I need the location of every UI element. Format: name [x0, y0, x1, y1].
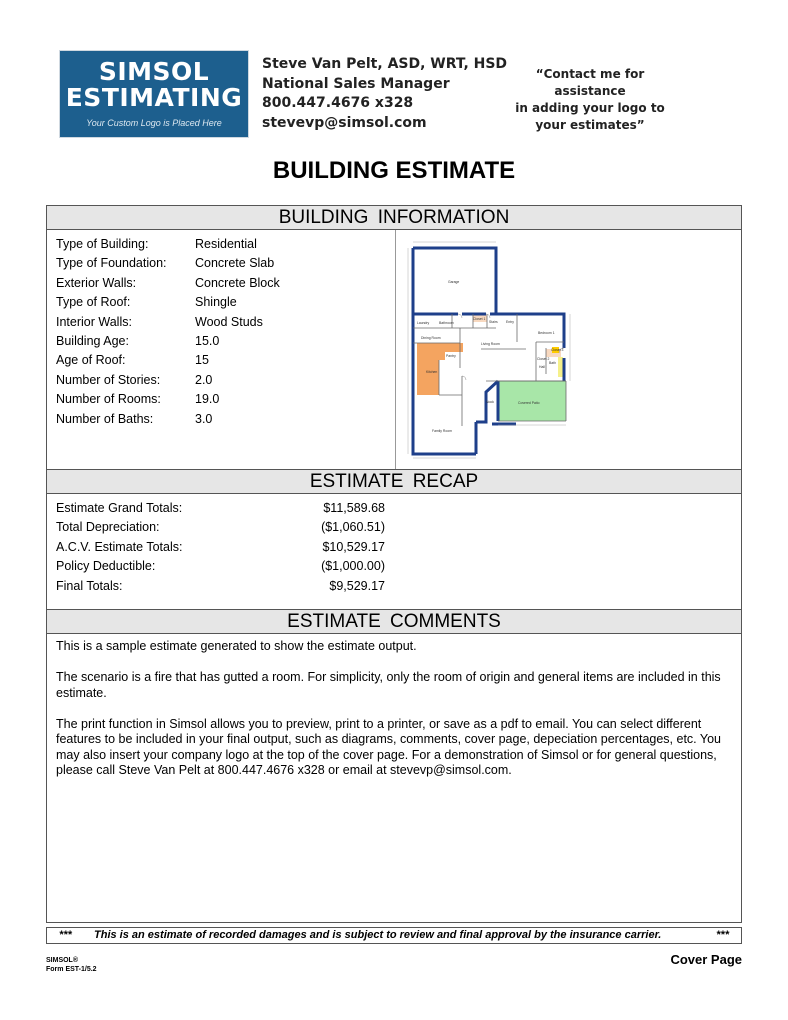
room-label-closet2: Closet 2: [537, 357, 550, 361]
recap-amount: ($1,060.51): [321, 520, 385, 535]
recap-label: A.C.V. Estimate Totals:: [56, 539, 183, 554]
info-row: [56, 293, 280, 312]
disclaimer-stars: ***: [716, 929, 729, 941]
recap-row: [56, 518, 385, 537]
comment-paragraph: This is a sample estimate generated to show the estimate output.: [56, 639, 417, 653]
info-label: Type of Roof:: [56, 295, 131, 310]
contact-quote: [500, 66, 680, 134]
info-label: Number of Stories:: [56, 372, 161, 387]
info-value: 15: [195, 353, 209, 368]
room-label-bathroom: Bathroom: [439, 321, 454, 325]
info-value: 15.0: [195, 333, 220, 348]
room-label-stairs: Stairs: [489, 320, 498, 324]
footer-form-info: [46, 956, 97, 974]
quote-line: your estimates”: [535, 118, 645, 132]
recap-label: Final Totals:: [56, 578, 123, 593]
kitchen-counter-top-fill: [439, 343, 463, 352]
info-value: Concrete Slab: [195, 256, 275, 271]
footer-brand: SIMSOL®: [46, 957, 78, 964]
info-row: [56, 235, 280, 254]
info-value: Concrete Block: [195, 275, 280, 290]
recap-row: [56, 557, 385, 576]
recap-row: [56, 577, 385, 596]
recap-amount: $9,529.17: [329, 578, 385, 593]
document-title: BUILDING ESTIMATE: [272, 157, 516, 184]
contact-block: [262, 55, 507, 133]
info-value: 19.0: [195, 392, 220, 407]
info-row: [56, 274, 280, 293]
pantry-fill: [439, 352, 445, 360]
room-label-family: Family Room: [432, 429, 452, 433]
info-label: Number of Rooms:: [56, 392, 161, 407]
room-label-kitchen: Kitchen: [426, 370, 438, 374]
section-heading: BUILDING INFORMATION: [47, 206, 741, 230]
info-value: 2.0: [195, 372, 213, 387]
info-label: Age of Roof:: [56, 353, 126, 368]
info-label: Building Age:: [56, 333, 129, 348]
recap-label: Total Depreciation:: [56, 520, 160, 535]
contact-email: stevevp@simsol.com: [262, 114, 427, 131]
room-label-entry: Entry: [506, 320, 514, 324]
contact-title: National Sales Manager: [262, 75, 450, 92]
disclaimer-bar: [46, 927, 742, 944]
recap-label: Policy Deductible:: [56, 559, 156, 574]
room-label-living: Living Room: [481, 342, 500, 346]
info-row: [56, 410, 280, 429]
recap-amount: $11,589.68: [323, 501, 385, 515]
info-label: Type of Foundation:: [56, 256, 167, 271]
company-logo: [59, 50, 249, 138]
building-info-list: [56, 235, 280, 429]
comments-body: [56, 639, 728, 794]
info-label: Type of Building:: [56, 237, 149, 251]
comment-paragraph: The scenario is a fire that has gutted a room. For simplicity, only the room of origin and general items are included in this estimate.: [56, 670, 721, 700]
quote-line: in adding your logo to: [515, 101, 665, 115]
bath-highlight-fill: [558, 357, 563, 377]
room-label-hall: Hall: [539, 365, 545, 369]
info-value: Residential: [195, 237, 257, 251]
page-label: Cover Page: [670, 952, 742, 967]
info-value: 3.0: [195, 411, 213, 426]
room-label-closet3: Closet 3: [551, 348, 564, 352]
footer-form-number: Form EST-1/5.2: [46, 966, 97, 973]
room-label-patio: Covered Patio: [518, 401, 540, 405]
info-row: [56, 332, 280, 351]
estimate-comments-section: [46, 609, 742, 923]
column-divider: [395, 230, 396, 469]
room-label-laundry: Laundry: [417, 321, 430, 325]
room-label-closet1: Closet 1: [473, 317, 486, 321]
room-label-pantry: Pantry: [446, 354, 456, 358]
info-value: Wood Studs: [195, 314, 263, 329]
quote-line: “Contact me for assistance: [535, 67, 645, 98]
logo-line1: SIMSOL: [98, 57, 210, 86]
contact-name: Steve Van Pelt, ASD, WRT, HSD: [262, 56, 508, 72]
recap-row: [56, 499, 385, 518]
room-label-bedroom1: Bedroom 1: [538, 331, 555, 335]
comment-paragraph: The print function in Simsol allows you to preview, print to a printer, or save as a pdf to email. You can select different features to be included in your final output, such as diagrams, comments, cover page, depeciation percentages, etc. You may also insert your company logo at the top of the cover page. For a demonstration of Simsol or for general questions, please call Steve Van Pelt at 800.447.4676 x328 or email at stevevp@simsol.com.: [56, 716, 721, 777]
info-label: Number of Baths:: [56, 411, 154, 426]
contact-phone: 800.447.4676 x328: [262, 95, 414, 111]
info-row: [56, 371, 280, 390]
room-label-dining: Dining Room: [421, 336, 441, 340]
info-row: [56, 254, 280, 273]
info-value: Shingle: [195, 295, 237, 310]
info-row: [56, 390, 280, 409]
room-label-bath: Bath: [549, 361, 556, 365]
section-heading: ESTIMATE RECAP: [47, 470, 741, 494]
logo-line2: ESTIMATING: [65, 83, 243, 112]
disclaimer-stars: ***: [59, 929, 72, 941]
info-row: [56, 351, 280, 370]
recap-label: Estimate Grand Totals:: [56, 501, 183, 515]
info-label: Interior Walls:: [56, 314, 132, 329]
recap-list: [56, 499, 385, 596]
recap-row: [56, 538, 385, 557]
kitchen-counter-fill: [417, 343, 439, 395]
disclaimer-text: This is an estimate of recorded damages and is subject to review and final approval by the insurance carrier.: [94, 929, 662, 941]
info-row: [56, 313, 280, 332]
section-heading: ESTIMATE COMMENTS: [47, 610, 741, 634]
recap-amount: $10,529.17: [322, 539, 385, 554]
room-label-garage: Garage: [448, 280, 460, 284]
estimate-recap-section: [46, 469, 742, 610]
info-label: Exterior Walls:: [56, 275, 137, 290]
logo-tagline: Your Custom Logo is Placed Here: [86, 118, 222, 128]
recap-amount: ($1,000.00): [321, 559, 385, 574]
building-information-section: [46, 205, 742, 470]
floor-plan-diagram: [406, 236, 636, 460]
room-label-nook: Nook: [486, 400, 494, 404]
